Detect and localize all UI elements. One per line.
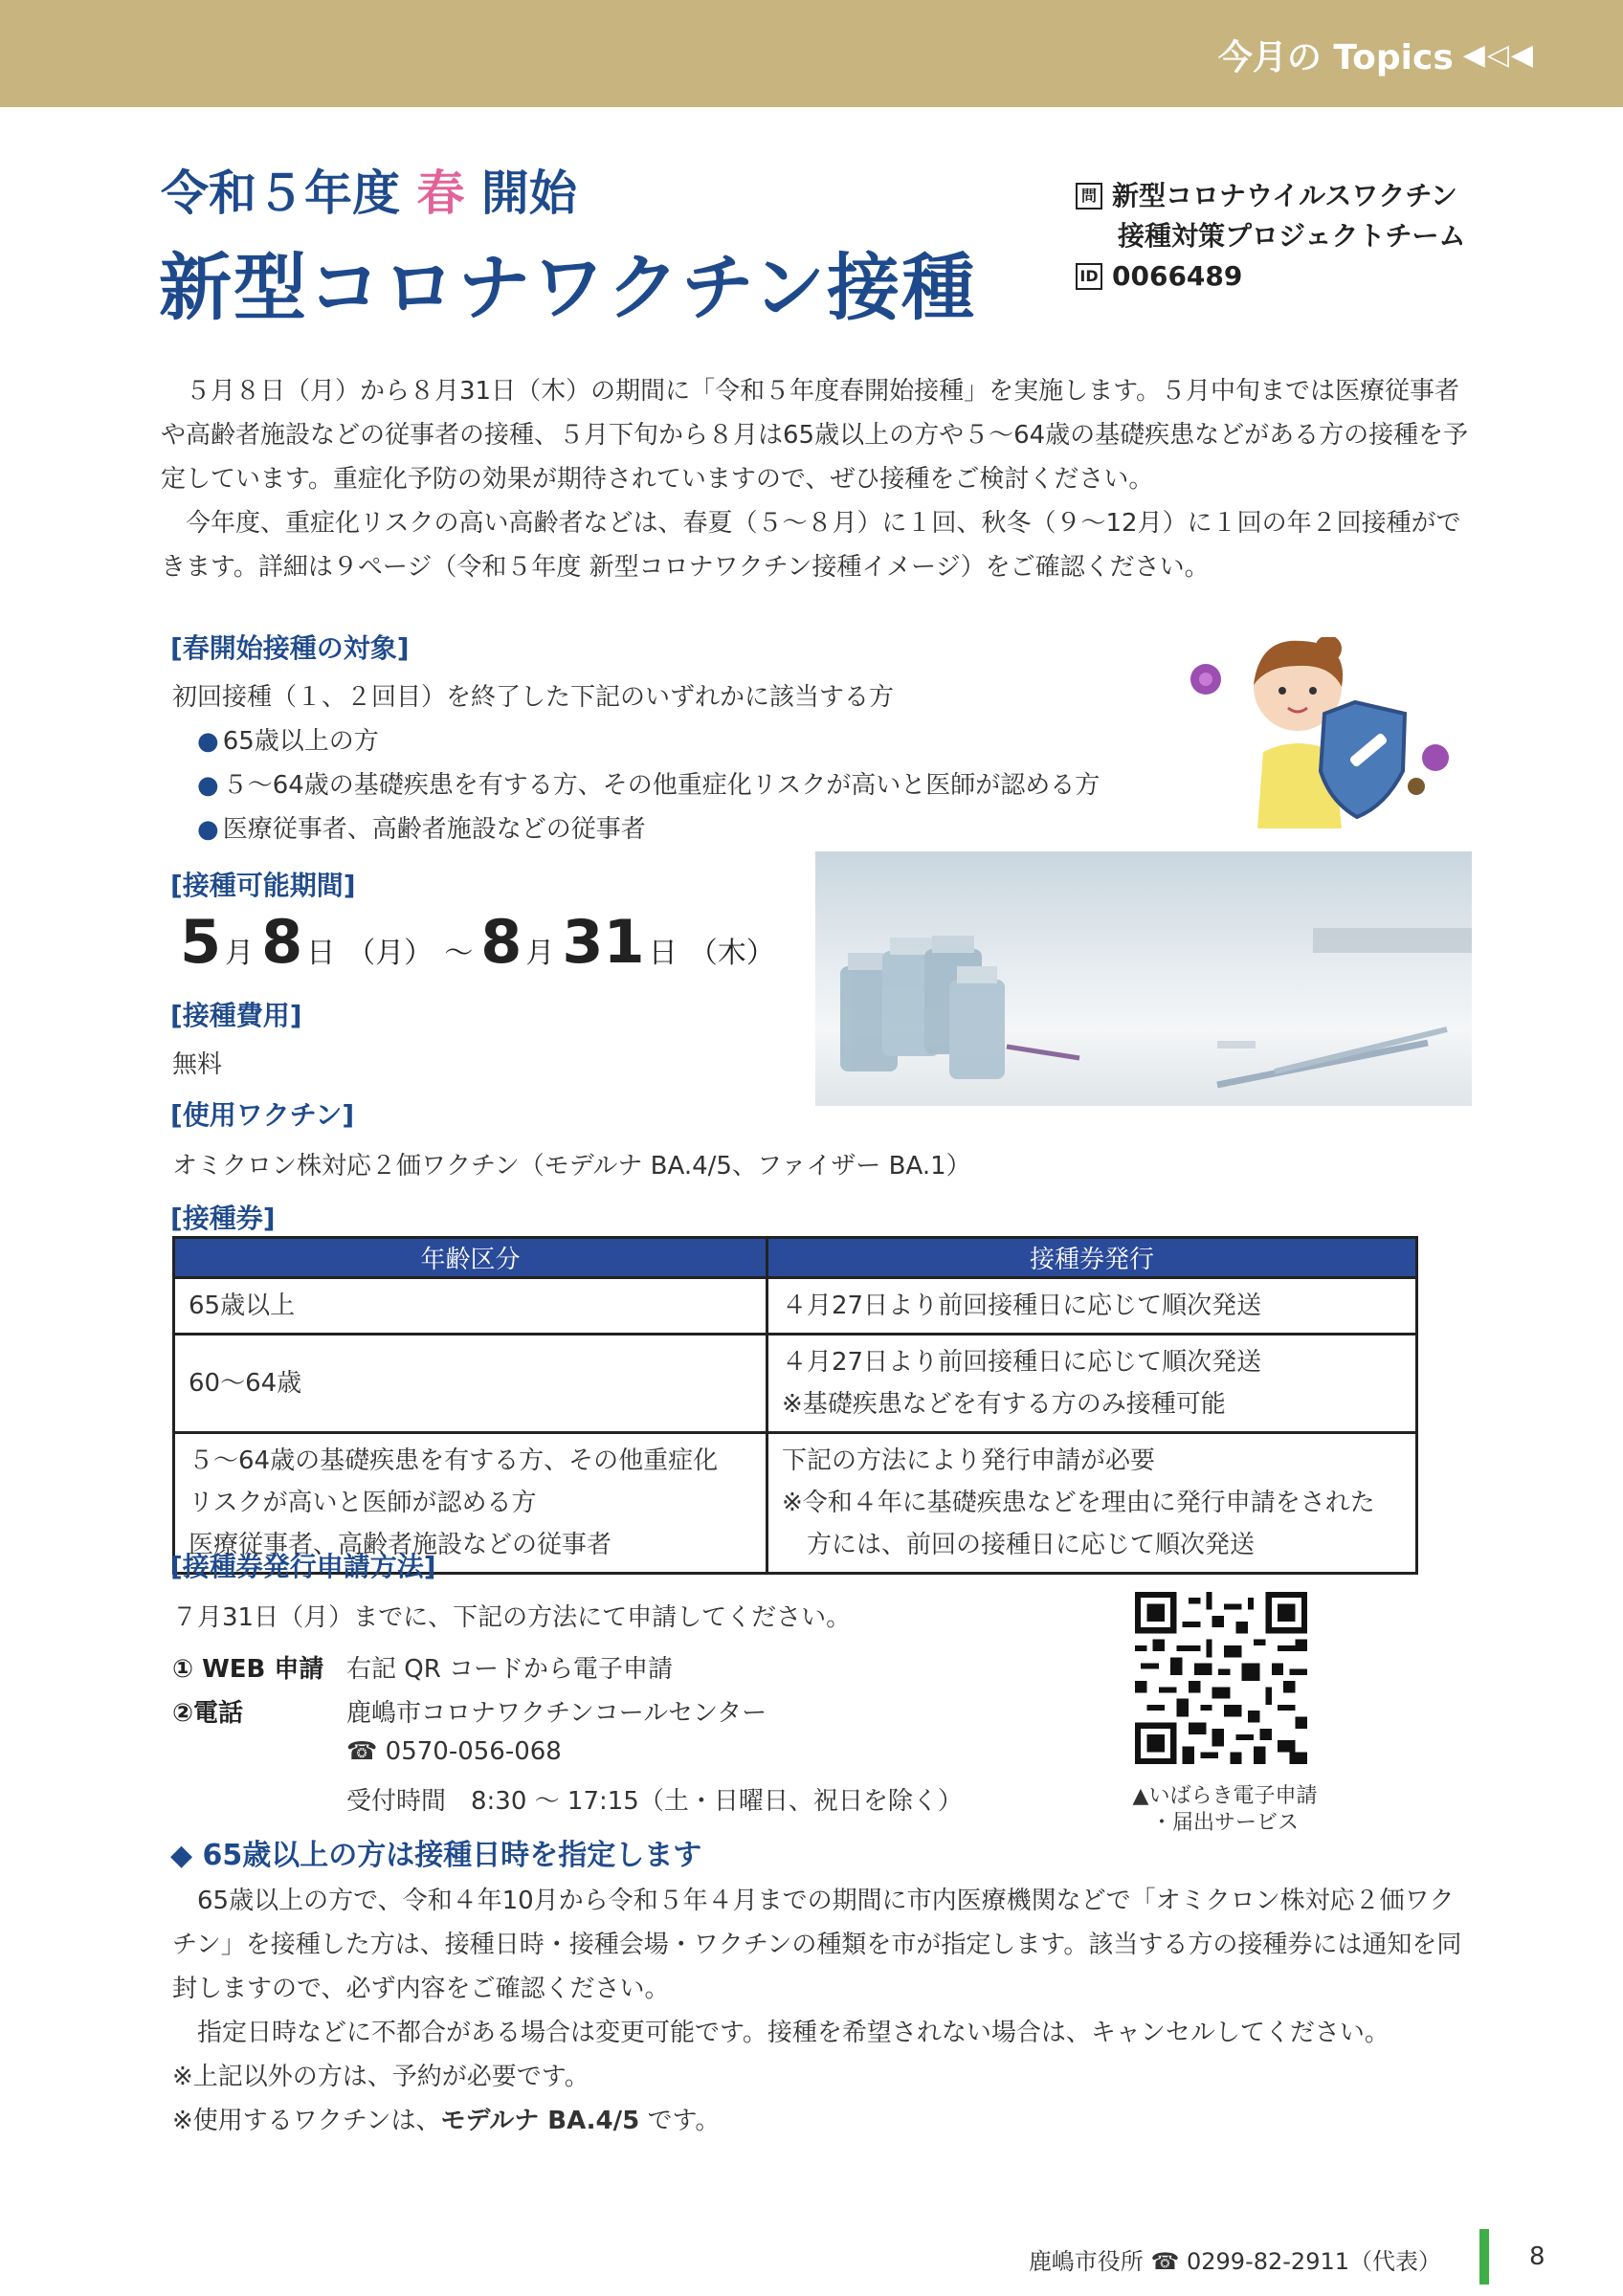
- senior-body: [172, 1879, 1474, 2143]
- period-start-weekday: （月）: [346, 937, 434, 970]
- contact-dept-line1: 新型コロナウイルスワクチン: [1112, 180, 1457, 211]
- vaccine-heading: [使用ワクチン]: [170, 1099, 355, 1131]
- topics-label: [1218, 31, 1535, 79]
- table-cell-age: 65歳以上: [174, 1278, 767, 1335]
- footer-phone: 0299-82-2911（代表）: [1186, 2248, 1441, 2275]
- list-item: ● 医療従事者、高齢者施設などの従事者: [197, 815, 646, 844]
- page-title: 新型コロナワクチン接種: [159, 245, 977, 330]
- footer-accent-bar: [1479, 2229, 1489, 2285]
- apply-hours: 受付時間 8:30 ～ 17:15（土・日曜日、祝日を除く）: [346, 1787, 963, 1816]
- footer-office: 鹿嶋市役所: [1028, 2248, 1144, 2275]
- apply-deadline: ７月31日（月）までに、下記の方法にて申請してください。: [172, 1603, 852, 1632]
- senior-heading: ◆ 65歳以上の方は接種日時を指定します: [170, 1839, 702, 1872]
- inquiry-icon: 問: [1076, 183, 1102, 210]
- apply-phone-label: ②電話: [172, 1699, 244, 1728]
- table-row: [174, 1278, 1417, 1335]
- apply-phone-number-row: [346, 1737, 562, 1766]
- table-row: [174, 1335, 1417, 1433]
- table-cell-age: ５～64歳の基礎疾患を有する方、その他重症化 リスクが高いと医師が認める方 医療従事者、高齢者施設などの従事者: [174, 1433, 767, 1574]
- apply-web-label: ① WEB 申請: [172, 1655, 324, 1684]
- table-header-age: 年齢区分: [174, 1238, 767, 1278]
- nurse-shield-illustration: [1167, 637, 1472, 828]
- title-start: 開始: [480, 166, 577, 221]
- phone-icon: ☎: [346, 1737, 378, 1766]
- contact-id-number: 0066489: [1112, 260, 1243, 292]
- cost-heading: [接種費用]: [170, 1000, 302, 1031]
- targets-lead: 初回接種（１、２回目）を終了した下記のいずれかに該当する方: [172, 683, 895, 712]
- page-number: 8: [1529, 2242, 1545, 2271]
- apply-web-row: [172, 1649, 674, 1685]
- period-end-weekday: （木）: [688, 937, 775, 970]
- topics-text: 今月の Topics: [1217, 38, 1454, 77]
- cost-value: 無料: [172, 1050, 223, 1079]
- bullet-icon: ●: [197, 727, 219, 756]
- table-cell-issue: ４月27日より前回接種日に応じて順次発送 ※基礎疾患などを有する方のみ接種可能: [767, 1335, 1417, 1433]
- vaccine-value: オミクロン株対応２価ワクチン（モデルナ BA.4/5、ファイザー BA.1）: [172, 1152, 971, 1181]
- senior-paragraph-1: 65歳以上の方で、令和４年10月から令和５年４月までの期間に市内医療機関などで「オミクロン株対応２価ワクチン」を接種した方は、接種日時・接種会場・ワクチンの種類を市が指定します。該当する方の接種券には通知を同封しますので、必ず内容をご確認ください。: [172, 1887, 1462, 2003]
- table-cell-age: 60～64歳: [174, 1335, 767, 1433]
- bullet-icon: ●: [197, 771, 219, 800]
- contact-dept-line2: 接種対策プロジェクトチーム: [1118, 220, 1466, 252]
- apply-phone-row: [172, 1693, 767, 1729]
- period-start-month: 5: [180, 907, 222, 977]
- table-cell-issue: 下記の方法により発行申請が必要 ※令和４年に基礎疾患などを理由に発行申請をされた 方には、前回の接種日に応じて順次発送: [767, 1433, 1417, 1574]
- arrow-left-icon: ◀◁◀: [1462, 38, 1535, 72]
- id-icon: ID: [1076, 263, 1102, 290]
- period-month-unit: 月: [525, 937, 555, 970]
- bullet-icon: ●: [197, 815, 219, 844]
- period-day-unit: 日: [306, 937, 336, 970]
- table-cell-issue: ４月27日より前回接種日に応じて順次発送: [767, 1278, 1417, 1335]
- intro-text: [161, 369, 1472, 589]
- qr-caption: ▲いばらき電子申請 ・届出サービス: [1132, 1784, 1318, 1835]
- title-spring: 春: [416, 166, 465, 221]
- period-end-day: 31: [562, 907, 645, 977]
- vaccine-vials-photo: [815, 851, 1472, 1106]
- period-month-unit: 月: [225, 937, 255, 970]
- footer-contact: [1029, 2242, 1441, 2276]
- ticket-table: [172, 1236, 1418, 1575]
- apply-phone-number: 0570-056-068: [385, 1737, 562, 1766]
- targets-heading: [春開始接種の対象]: [170, 632, 410, 664]
- ticket-heading: [接種券]: [170, 1203, 276, 1234]
- targets-list: [172, 675, 1100, 851]
- intro-paragraph-2: 今年度、重症化リスクの高い高齢者などは、春夏（５～８月）に１回、秋冬（９～12月）に１回の年２回接種ができます。詳細は９ページ（令和５年度 新型コロナワクチン接種イメージ）をご確認ください。: [161, 509, 1461, 582]
- qr-code[interactable]: [1135, 1592, 1307, 1764]
- senior-note-2: ※使用するワクチンは、モデルナ BA.4/5 です。: [172, 2107, 721, 2135]
- period-start-day: 8: [261, 907, 303, 977]
- period-range: [180, 907, 783, 977]
- list-item: ● 65歳以上の方: [197, 727, 379, 756]
- intro-paragraph-1: ５月８日（月）から８月31日（木）の期間に「令和５年度春開始接種」を実施します。５月中旬までは医療従事者や高齢者施設などの従事者の接種、５月下旬から８月は65歳以上の方や５～64歳の基礎疾患などがある方の接種を予定しています。重症化予防の効果が期待されていますので、ぜひ接種をご検討ください。: [161, 377, 1469, 494]
- apply-web-text: 右記 QR コードから電子申請: [346, 1655, 674, 1684]
- table-header-row: [174, 1238, 1417, 1278]
- title-year: 令和５年度: [161, 166, 400, 221]
- phone-icon: ☎: [1150, 2248, 1187, 2275]
- apply-phone-center: 鹿嶋市コロナワクチンコールセンター: [346, 1699, 767, 1728]
- period-day-unit: 日: [648, 937, 678, 970]
- period-end-month: 8: [480, 907, 522, 977]
- apply-heading: [接種券発行申請方法]: [170, 1551, 436, 1582]
- period-heading: [接種可能期間]: [170, 870, 356, 901]
- list-item: ● ５～64歳の基礎疾患を有する方、その他重症化リスクが高いと医師が認める方: [197, 771, 1101, 800]
- title-season: [161, 155, 577, 224]
- period-tilde: ～: [444, 937, 474, 970]
- senior-paragraph-2: 指定日時などに不都合がある場合は変更可能です。接種を希望されない場合は、キャンセルしてください。: [197, 2019, 1390, 2047]
- contact-block: [1076, 176, 1465, 297]
- senior-note-1: ※上記以外の方は、予約が必要です。: [172, 2063, 589, 2091]
- table-header-issue: 接種券発行: [767, 1238, 1417, 1278]
